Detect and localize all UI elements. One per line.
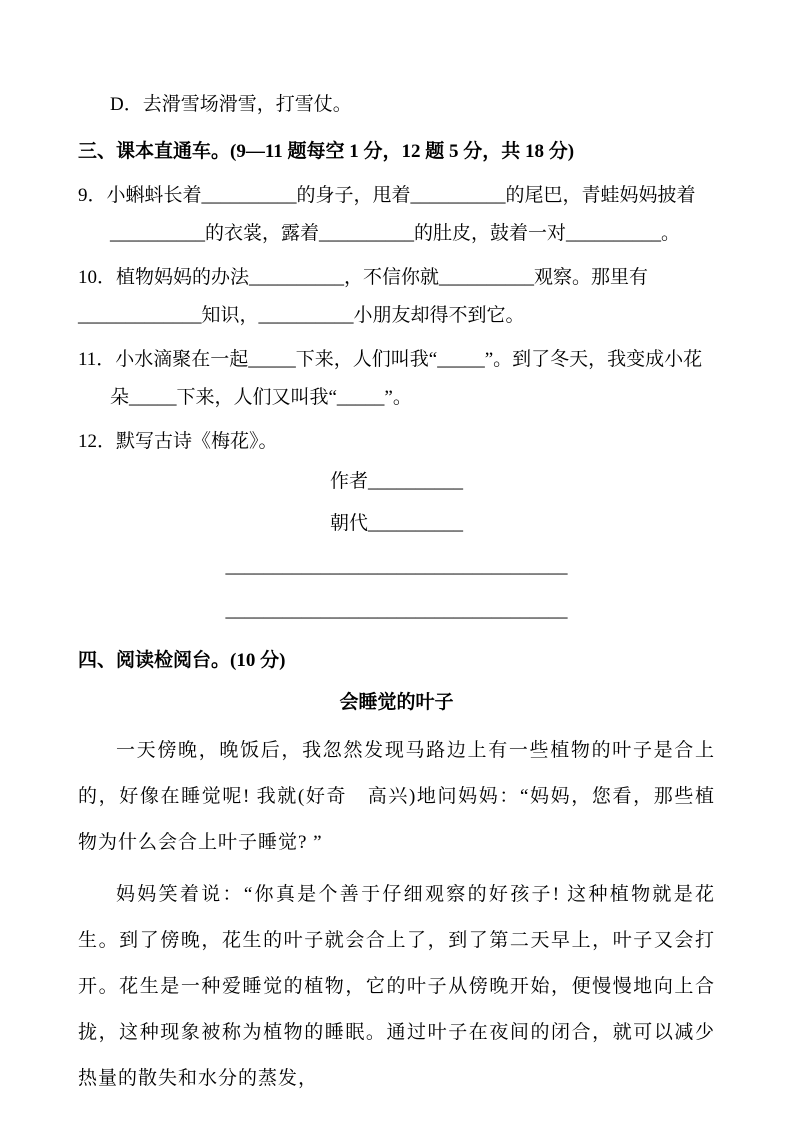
question-12	[78, 423, 715, 633]
question-11	[78, 341, 715, 417]
passage-paragraph-1: 一天傍晚，晚饭后，我忽然发现马路边上有一些植物的叶子是合上的，好像在睡觉呢! 我就(好奇 高兴)地问妈妈：“妈妈，您看，那些植物为什么会合上叶子睡觉? ”	[78, 740, 715, 853]
option-d-text: D．去滑雪场滑雪，打雪仗。	[110, 94, 352, 115]
section-three-header: 三、课本直通车。(9—11 题每空 1 分，12 题 5 分，共 18 分)	[78, 141, 575, 162]
q12-dynasty-line: 朝代__________	[329, 513, 463, 534]
q12-answer-blank-line-1: ____________________________________	[225, 556, 568, 577]
question-9-line-2: __________的衣裳，露着__________的肚皮，鼓着一对__________。	[110, 223, 681, 244]
section-four-header: 四、阅读检阅台。(10 分)	[78, 650, 286, 671]
question-10-line-2: _____________知识，__________小朋友却得不到它。	[78, 305, 525, 326]
passage-title: 会睡觉的叶子	[339, 692, 454, 713]
question-10	[78, 259, 715, 335]
passage-paragraph-2: 妈妈笑着说：“你真是个善于仔细观察的好孩子! 这种植物就是花生。到了傍晚，花生的叶子就会合上了，到了第二天早上，叶子又会打开。花生是一种爱睡觉的植物，它的叶子从傍晚开始，便慢慢地向上合拢，这种现象被称为植物的睡眠。通过叶子在夜间的闭合，就可以减少热量的散失和水分的蒸发，	[78, 884, 715, 1089]
question-10-line-1: 10．植物妈妈的办法__________，不信你就__________观察。那里有	[78, 267, 649, 288]
question-9-line-1: 9．小蝌蚪长着__________的身子，甩着__________的尾巴，青蛙妈妈披着	[78, 185, 696, 206]
question-11-line-2: 朵_____下来，人们又叫我“_____”。	[110, 387, 412, 408]
question-12-prompt: 12．默写古诗《梅花》。	[78, 431, 278, 452]
q12-answer-blank-line-2: ____________________________________	[225, 600, 568, 621]
question-11-line-1: 11．小水滴聚在一起_____下来，人们叫我“_____”。到了冬天，我变成小花	[78, 349, 703, 370]
question-9	[78, 177, 715, 253]
q12-author-line: 作者__________	[329, 471, 463, 492]
